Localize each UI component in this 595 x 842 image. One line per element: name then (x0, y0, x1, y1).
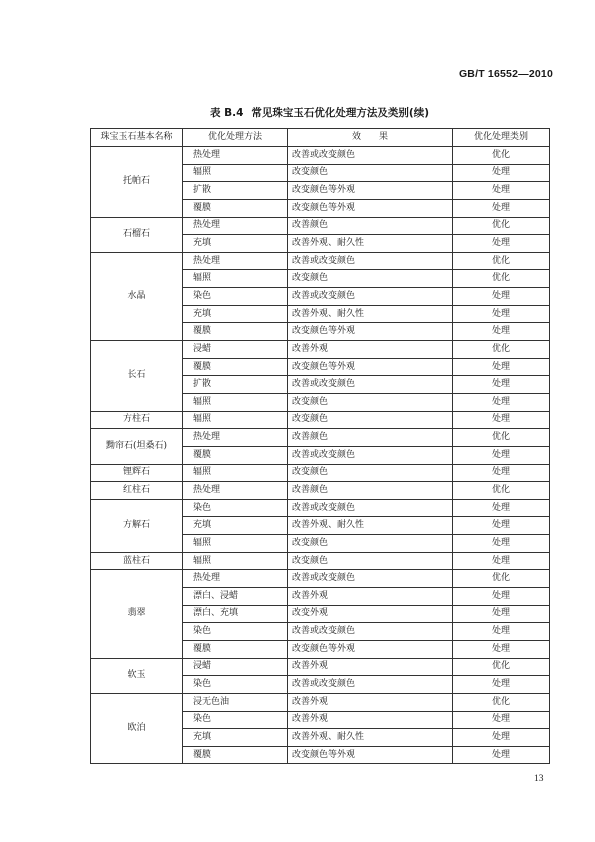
column-header-effect: 效 果 (288, 129, 453, 147)
effect-cell: 改变颜色等外观 (288, 358, 453, 376)
effect-cell: 改变颜色 (288, 411, 453, 429)
effect-cell: 改善颜色 (288, 429, 453, 447)
effect-cell: 改善颜色 (288, 217, 453, 235)
effect-cell: 改变颜色等外观 (288, 199, 453, 217)
method-cell: 辐照 (183, 164, 288, 182)
method-cell: 充填 (183, 305, 288, 323)
category-cell: 处理 (453, 323, 550, 341)
category-cell: 优化 (453, 693, 550, 711)
category-cell: 优化 (453, 658, 550, 676)
category-cell: 优化 (453, 429, 550, 447)
table-row (91, 693, 550, 711)
method-cell: 覆膜 (183, 323, 288, 341)
table-row (91, 658, 550, 676)
effect-cell: 改变颜色 (288, 535, 453, 553)
method-cell: 辐照 (183, 393, 288, 411)
category-cell: 优化 (453, 217, 550, 235)
category-cell: 优化 (453, 270, 550, 288)
table-row (91, 552, 550, 570)
category-cell: 优化 (453, 341, 550, 359)
effect-cell: 改变颜色等外观 (288, 182, 453, 200)
category-cell: 处理 (453, 393, 550, 411)
method-cell: 染色 (183, 288, 288, 306)
effect-cell: 改善外观、耐久性 (288, 235, 453, 253)
table-row (91, 429, 550, 447)
category-cell: 处理 (453, 640, 550, 658)
effect-cell: 改变颜色 (288, 393, 453, 411)
effect-cell: 改善外观、耐久性 (288, 729, 453, 747)
gem-name-cell: 方柱石 (91, 411, 183, 429)
category-cell: 处理 (453, 411, 550, 429)
method-cell: 辐照 (183, 411, 288, 429)
effect-cell: 改善或改变颜色 (288, 676, 453, 694)
method-cell: 漂白、浸蜡 (183, 588, 288, 606)
effect-cell: 改善外观 (288, 341, 453, 359)
table-row (91, 147, 550, 165)
table-caption (90, 105, 549, 120)
gem-name-cell: 托帕石 (91, 147, 183, 218)
method-cell: 辐照 (183, 270, 288, 288)
effect-cell: 改变颜色等外观 (288, 323, 453, 341)
table-row (91, 217, 550, 235)
table-body (91, 147, 550, 764)
gem-name-cell: 锂辉石 (91, 464, 183, 482)
effect-cell: 改善或改变颜色 (288, 288, 453, 306)
effect-cell: 改善外观 (288, 711, 453, 729)
effect-cell: 改善或改变颜色 (288, 252, 453, 270)
method-cell: 覆膜 (183, 358, 288, 376)
column-header-method: 优化处理方法 (183, 129, 288, 147)
effect-cell: 改变颜色 (288, 552, 453, 570)
category-cell: 优化 (453, 482, 550, 500)
method-cell: 热处理 (183, 570, 288, 588)
effect-cell: 改善或改变颜色 (288, 570, 453, 588)
method-cell: 热处理 (183, 429, 288, 447)
table-title: 常见珠宝玉石优化处理方法及类别(续) (251, 107, 430, 119)
category-cell: 优化 (453, 147, 550, 165)
table-row (91, 570, 550, 588)
effect-cell: 改变外观 (288, 605, 453, 623)
standard-code: GB/T 16552—2010 (458, 68, 553, 80)
table-row (91, 252, 550, 270)
method-cell: 热处理 (183, 217, 288, 235)
effect-cell: 改善或改变颜色 (288, 623, 453, 641)
effect-cell: 改善外观 (288, 658, 453, 676)
effect-cell: 改变颜色 (288, 464, 453, 482)
method-cell: 热处理 (183, 252, 288, 270)
method-cell: 覆膜 (183, 199, 288, 217)
category-cell: 处理 (453, 623, 550, 641)
page-number: 13 (534, 774, 544, 784)
method-cell: 充填 (183, 235, 288, 253)
table-label: 表 B.4 (209, 107, 244, 119)
treatment-methods-table (90, 128, 550, 764)
method-cell: 浸无色油 (183, 693, 288, 711)
category-cell: 处理 (453, 552, 550, 570)
effect-cell: 改善外观 (288, 588, 453, 606)
gem-name-cell: 软玉 (91, 658, 183, 693)
category-cell: 处理 (453, 235, 550, 253)
effect-cell: 改善或改变颜色 (288, 376, 453, 394)
category-cell: 优化 (453, 252, 550, 270)
category-cell: 处理 (453, 464, 550, 482)
effect-cell: 改善外观、耐久性 (288, 517, 453, 535)
table-row (91, 482, 550, 500)
gem-name-cell: 长石 (91, 341, 183, 412)
method-cell: 染色 (183, 623, 288, 641)
category-cell: 处理 (453, 376, 550, 394)
gem-name-cell: 蓝柱石 (91, 552, 183, 570)
category-cell: 处理 (453, 182, 550, 200)
method-cell: 扩散 (183, 376, 288, 394)
method-cell: 覆膜 (183, 640, 288, 658)
gem-name-cell: 方解石 (91, 499, 183, 552)
method-cell: 染色 (183, 711, 288, 729)
method-cell: 充填 (183, 729, 288, 747)
category-cell: 处理 (453, 746, 550, 764)
category-cell: 处理 (453, 605, 550, 623)
method-cell: 浸蜡 (183, 658, 288, 676)
method-cell: 热处理 (183, 147, 288, 165)
gem-name-cell: 红柱石 (91, 482, 183, 500)
method-cell: 辐照 (183, 552, 288, 570)
effect-cell: 改善或改变颜色 (288, 499, 453, 517)
table-row (91, 499, 550, 517)
table-row (91, 341, 550, 359)
method-cell: 热处理 (183, 482, 288, 500)
category-cell: 优化 (453, 570, 550, 588)
method-cell: 覆膜 (183, 746, 288, 764)
gem-name-cell: 翡翠 (91, 570, 183, 658)
method-cell: 染色 (183, 499, 288, 517)
category-cell: 处理 (453, 711, 550, 729)
category-cell: 处理 (453, 517, 550, 535)
table-row (91, 411, 550, 429)
effect-cell: 改变颜色 (288, 164, 453, 182)
method-cell: 辐照 (183, 535, 288, 553)
category-cell: 处理 (453, 588, 550, 606)
method-cell: 充填 (183, 517, 288, 535)
effect-cell: 改善外观、耐久性 (288, 305, 453, 323)
gem-name-cell: 水晶 (91, 252, 183, 340)
effect-cell: 改变颜色 (288, 270, 453, 288)
effect-cell: 改善或改变颜色 (288, 446, 453, 464)
column-header-name: 珠宝玉石基本名称 (91, 129, 183, 147)
method-cell: 浸蜡 (183, 341, 288, 359)
gem-name-cell: 欧泊 (91, 693, 183, 764)
category-cell: 处理 (453, 446, 550, 464)
method-cell: 染色 (183, 676, 288, 694)
method-cell: 覆膜 (183, 446, 288, 464)
category-cell: 处理 (453, 164, 550, 182)
category-cell: 处理 (453, 199, 550, 217)
effect-cell: 改善外观 (288, 693, 453, 711)
category-cell: 处理 (453, 305, 550, 323)
effect-cell: 改善或改变颜色 (288, 147, 453, 165)
method-cell: 扩散 (183, 182, 288, 200)
effect-cell: 改变颜色等外观 (288, 640, 453, 658)
category-cell: 处理 (453, 288, 550, 306)
gem-name-cell: 黝帘石(坦桑石) (91, 429, 183, 464)
category-cell: 处理 (453, 676, 550, 694)
method-cell: 漂白、充填 (183, 605, 288, 623)
category-cell: 处理 (453, 358, 550, 376)
gem-name-cell: 石榴石 (91, 217, 183, 252)
column-header-category: 优化处理类别 (453, 129, 550, 147)
category-cell: 处理 (453, 499, 550, 517)
table-header-row (91, 129, 550, 147)
category-cell: 处理 (453, 535, 550, 553)
table-row (91, 464, 550, 482)
effect-cell: 改善颜色 (288, 482, 453, 500)
effect-cell: 改变颜色等外观 (288, 746, 453, 764)
method-cell: 辐照 (183, 464, 288, 482)
category-cell: 处理 (453, 729, 550, 747)
